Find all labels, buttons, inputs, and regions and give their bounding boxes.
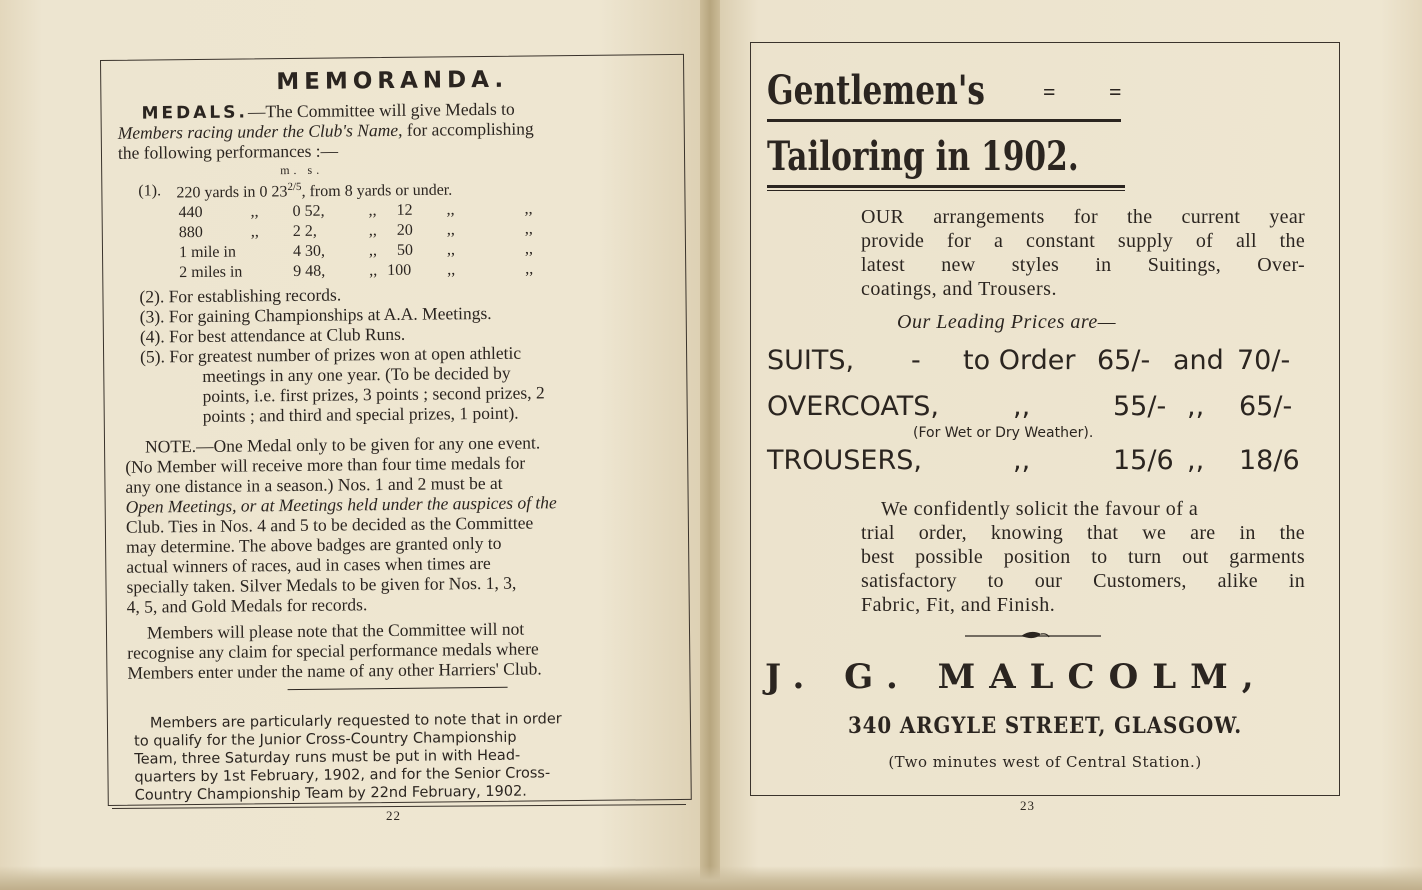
performance-distance: 1 mile in [178, 243, 236, 262]
prices-intro: Our Leading Prices are— [897, 311, 1117, 333]
medals-intro-line-3: the following performances :— [117, 140, 339, 163]
item5-line: points ; and third and special prizes, 1 point). [202, 402, 519, 426]
note-line: may determine. The above badges are granted only to [125, 532, 502, 557]
right-footer-rule [750, 795, 1340, 796]
ornament-divider [965, 629, 1101, 643]
price-sep: - [911, 345, 921, 376]
performance-time: 2 2, [292, 222, 317, 240]
numbered-item: (3). For gaining Championships at A.A. Meetings. [139, 302, 492, 327]
ditto-mark: ,, [250, 223, 259, 241]
numbered-item: (4). For best attendance at Club Runs. [139, 323, 406, 347]
intro-line: latest new styles in Suitings, Over- [861, 254, 1305, 276]
item5-line: meetings in any one year. (To be decided by [202, 362, 511, 386]
medals-heading: MEDALS. [141, 102, 249, 124]
medals-intro-line-2: Members racing under the Club's Name, for accomplishing [117, 118, 534, 143]
solicit-line: satisfactory to our Customers, alike in [861, 570, 1305, 592]
request-line: to qualify for the Junior Cross-Country Championship [134, 729, 517, 750]
performance-distance: 2 miles in [179, 263, 243, 282]
performance-row: 220 yards in 0 $23^{2/5}$, from 8 yards or under. [176, 180, 453, 202]
note-line: (No Member will receive more than four time medals for [125, 452, 526, 477]
price-and: ,, [1187, 391, 1205, 422]
price-item-trousers: TROUSERS, [767, 445, 922, 476]
numbered-item: (5). For greatest number of prizes won at open athletic [140, 342, 522, 367]
price-1: 15/6 [1113, 445, 1174, 476]
ditto-mark: ,, [447, 261, 456, 279]
price-1: 55/- [1113, 391, 1167, 422]
price-2: 18/6 [1239, 445, 1300, 476]
section-divider [288, 687, 508, 691]
note-line: actual winners of races, aud in cases when times are [126, 552, 491, 577]
page-number-right: 23 [1020, 798, 1035, 813]
performance-distance: 880 [178, 223, 203, 242]
performance-num: (1). [138, 182, 162, 200]
price-sep: ,, [1013, 445, 1031, 476]
note-line: 4, 5, and Gold Medals for records. [126, 594, 368, 617]
firm-name: J. G. MALCOLM, [765, 657, 1268, 697]
performance-yards: 50 [396, 241, 414, 259]
performance-yards: 100 [387, 261, 412, 280]
ditto-mark: ,, [525, 260, 534, 278]
solicit-line: best possible position to turn out garments [861, 546, 1305, 568]
performance-distance: 440 [178, 203, 203, 222]
members-line: Members will please note that the Committee will not [146, 618, 525, 643]
request-line: Team, three Saturday runs must be put in with Head- [134, 747, 521, 768]
price-and: and [1173, 345, 1224, 376]
solicit-line: trial order, knowing that we are in the [861, 522, 1305, 544]
intro-line: OUR arrangements for the current year [861, 206, 1305, 228]
ditto-mark: ,, [446, 201, 455, 219]
price-and: ,, [1187, 445, 1205, 476]
performance-time: 0 52, [292, 202, 325, 220]
request-line: Country Championship Team by 22nd February, 1902. [134, 783, 527, 804]
performance-yards: 20 [396, 221, 413, 239]
ditto-mark: ,, [250, 203, 259, 221]
intro-line: coatings, and Trousers. [861, 278, 1057, 300]
note-line: specially taken. Silver Medals to be given for Nos. 1, 3, [126, 572, 517, 597]
members-line: recognise any claim for special performance medals where [127, 638, 539, 663]
ditto-mark: ,, [369, 262, 378, 280]
ditto-mark: ,, [446, 221, 455, 239]
request-line: Members are particularly requested to note that in order [149, 711, 562, 732]
request-line: quarters by 1st February, 1902, and for the Senior Cross- [134, 765, 551, 786]
address-note: (Two minutes west of Central Station.) [888, 753, 1202, 771]
members-line: Members enter under the name of any other Harriers' Club. [127, 658, 542, 683]
ditto-mark: ,, [446, 241, 456, 259]
heading-rule-2 [767, 185, 1125, 188]
heading-tailoring: Tailoring in 1902. [767, 133, 1079, 180]
heading-rule-1 [767, 119, 1121, 122]
intro-line: provide for a constant supply of all the [861, 230, 1305, 252]
advert-frame [750, 42, 1340, 796]
overcoat-note: (For Wet or Dry Weather). [913, 425, 1094, 441]
item5-line: points, i.e. first prizes, 3 points ; second prizes, 2 [202, 382, 545, 406]
price-2: 65/- [1239, 391, 1293, 422]
note-line: any one distance in a season.) Nos. 1 and 2 must be at [125, 472, 503, 497]
ditto-mark: ,, [524, 240, 534, 258]
ditto-mark: ,, [368, 242, 378, 260]
price-mid: to Order [963, 345, 1076, 376]
memoranda-title: MEMORANDA. [276, 66, 509, 96]
memoranda-frame [100, 54, 692, 806]
heading-equals-1: = [1043, 79, 1056, 104]
book-gutter [700, 0, 720, 890]
medals-intro-line-1: MEDALS.—The Committee will give Medals to [141, 98, 515, 124]
solicit-line: Fabric, Fit, and Finish. [861, 594, 1056, 616]
page-number-left: 22 [386, 808, 401, 823]
note-line: Club. Ties in Nos. 4 and 5 to be decided as the Committee [125, 512, 534, 537]
time-column-header: m. s. [280, 162, 324, 178]
price-item-suits: SUITS, [767, 345, 855, 376]
ditto-mark: ,, [524, 220, 533, 238]
ditto-mark: ,, [524, 200, 533, 218]
firm-address: 340 ARGYLE STREET, GLASGOW. [847, 713, 1243, 739]
solicit-line: We confidently solicit the favour of a [881, 498, 1199, 520]
note-line: Open Meetings, or at Meetings held under the auspices of the [125, 492, 557, 517]
price-1: 65/- [1097, 345, 1151, 376]
heading-equals-2: = [1109, 79, 1122, 104]
ditto-mark: ,, [368, 222, 377, 240]
performance-time: 4 30, [292, 242, 326, 260]
heading-rule-3 [767, 190, 1125, 191]
performance-time: 9 48, [293, 262, 326, 280]
price-sep: ,, [1013, 391, 1031, 422]
heading-gentlemens: Gentlemen's [767, 67, 985, 114]
performance-yards: 12 [396, 201, 413, 219]
book-bottom-edge [0, 866, 1422, 890]
numbered-item: (2). For establishing records. [139, 284, 342, 307]
note-line: NOTE.—One Medal only to be given for any one event. [144, 432, 541, 457]
ditto-mark: ,, [368, 202, 377, 220]
price-2: 70/- [1237, 345, 1291, 376]
price-item-overcoats: OVERCOATS, [767, 391, 939, 422]
